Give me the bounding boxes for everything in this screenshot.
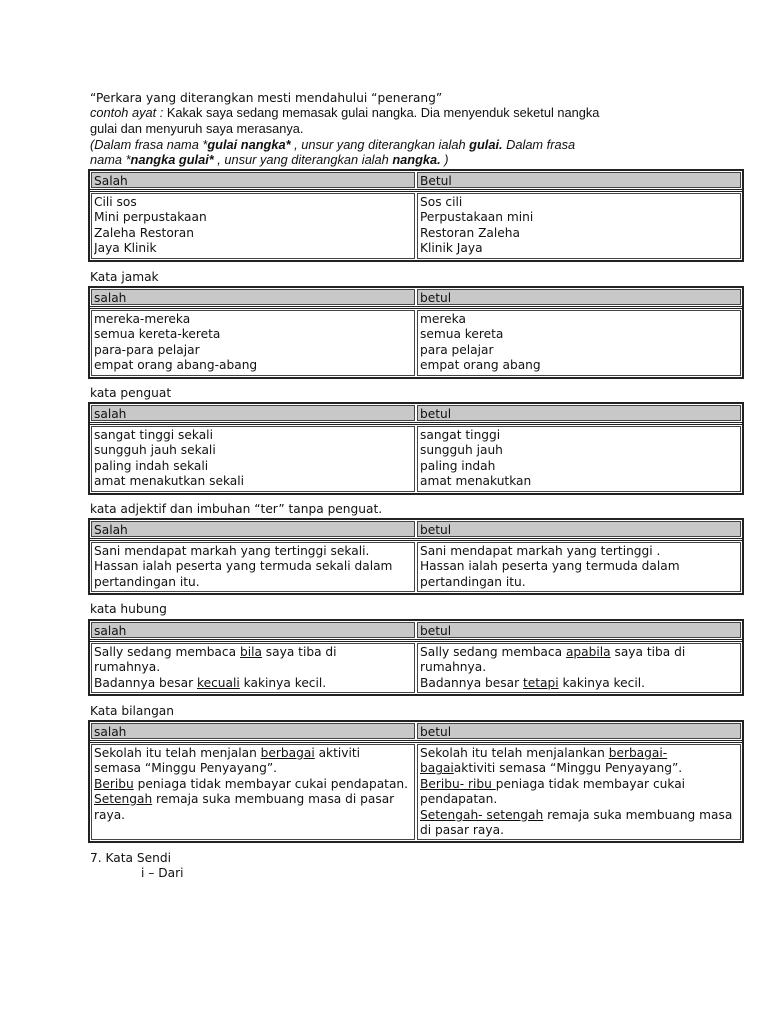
list-item: pertandingan itu. xyxy=(94,574,200,589)
list-item: rumahnya. xyxy=(420,660,487,675)
table-5-head-left: salah xyxy=(91,622,415,638)
list-item: Sekolah itu telah menjalankan berbagai- xyxy=(420,746,668,760)
list-item: Zaleha Restoran xyxy=(94,225,194,240)
list-item: sangat tinggi xyxy=(420,428,501,442)
note-line-2 xyxy=(90,152,449,168)
section-title-kata-penguat: kata penguat xyxy=(90,386,172,400)
note-2a: nama * xyxy=(90,152,131,167)
note-1e: Dalam frasa xyxy=(502,137,576,152)
note-1b: gulai nangka* xyxy=(207,137,291,152)
table-3-head-left: salah xyxy=(91,405,415,421)
list-item: sangat tinggi sekali xyxy=(94,428,213,442)
list-item: para-para pelajar xyxy=(94,342,200,357)
list-item: paling indah xyxy=(420,458,496,473)
note-line-1 xyxy=(90,137,575,153)
list-item: Beribu- ribu peniaga tidak membayar cukai xyxy=(420,776,686,791)
list-item: sungguh jauh sekali xyxy=(94,443,216,458)
list-item: amat menakutkan xyxy=(420,474,532,489)
table-5-left-cell xyxy=(91,643,415,693)
list-item: paling indah sekali xyxy=(94,458,209,473)
table-2-head-left: salah xyxy=(91,289,415,305)
table-1 xyxy=(88,169,744,262)
list-item: Hassan ialah peserta yang termuda sekali dalam xyxy=(94,559,393,574)
list-item: mereka xyxy=(420,312,466,326)
table-2-head-right: betul xyxy=(417,289,741,305)
table-5 xyxy=(88,619,744,696)
table-2 xyxy=(88,286,744,379)
table-3-left-cell xyxy=(91,426,415,492)
list-item: Setengah- setengah remaja suka membuang masa xyxy=(420,807,733,822)
table-2-right-cell xyxy=(417,310,741,376)
table-4-left-cell xyxy=(91,542,415,592)
list-item: raya. xyxy=(94,807,126,822)
list-item: Setengah remaja suka membuang masa di pasar xyxy=(94,792,395,807)
note-2d: nangka. xyxy=(392,152,441,167)
list-item: empat orang abang-abang xyxy=(94,358,258,373)
table-6-head-left: salah xyxy=(91,723,415,739)
table-3-head-right: betul xyxy=(417,405,741,421)
list-item: semua kereta xyxy=(420,327,504,342)
list-item: pertandingan itu. xyxy=(420,574,526,589)
list-item: di pasar raya. xyxy=(420,823,504,838)
section-title-kata-jamak: Kata jamak xyxy=(90,270,159,284)
example-line-1 xyxy=(90,105,599,121)
list-item: Restoran Zaleha xyxy=(420,225,520,240)
list-item: Sally sedang membaca apabila saya tiba di xyxy=(420,645,686,659)
note-2e: ) xyxy=(440,152,449,167)
list-item: Beribu peniaga tidak membayar cukai pendapatan. xyxy=(94,776,409,791)
section-title-kata-hubung: kata hubung xyxy=(90,602,167,616)
list-item: Sekolah itu telah menjalan berbagai aktiviti xyxy=(94,746,361,760)
note-2c: , unsur yang diterangkan ialah xyxy=(213,152,393,167)
note-1a: (Dalam frasa nama * xyxy=(90,137,208,152)
footer-sub: i – Dari xyxy=(141,866,184,880)
list-item: Cili sos xyxy=(94,195,137,209)
list-item: Klinik Jaya xyxy=(420,241,483,256)
table-1-head-right: Betul xyxy=(417,172,741,188)
table-1-right-cell xyxy=(417,193,741,259)
rule-text: “Perkara yang diterangkan mesti mendahului “penerang” xyxy=(90,91,443,105)
list-item: rumahnya. xyxy=(94,660,161,675)
table-6 xyxy=(88,720,744,843)
table-6-right-cell xyxy=(417,744,741,840)
note-1c: , unsur yang diterangkan ialah xyxy=(290,137,470,152)
list-item: Hassan ialah peserta yang termuda dalam xyxy=(420,559,680,574)
table-1-left-cell xyxy=(91,193,415,259)
table-2-left-cell xyxy=(91,310,415,376)
table-5-head-right: betul xyxy=(417,622,741,638)
table-6-left-cell xyxy=(91,744,415,840)
list-item: semua kereta-kereta xyxy=(94,327,221,342)
list-item: Sani mendapat markah yang tertinggi . xyxy=(420,544,661,558)
table-6-head-right: betul xyxy=(417,723,741,739)
list-item: Sani mendapat markah yang tertinggi sekali. xyxy=(94,544,370,558)
note-1d: gulai. xyxy=(469,137,503,152)
table-1-head-left: Salah xyxy=(91,172,415,188)
table-4-head-right: betul xyxy=(417,521,741,537)
table-4-head-left: Salah xyxy=(91,521,415,537)
table-4-right-cell xyxy=(417,542,741,592)
table-5-right-cell xyxy=(417,643,741,693)
list-item: pendapatan. xyxy=(420,792,498,807)
list-item: amat menakutkan sekali xyxy=(94,474,245,489)
note-2b: nangka gulai* xyxy=(130,152,214,167)
list-item: Sally sedang membaca bila saya tiba di xyxy=(94,645,337,659)
list-item: Perpustakaan mini xyxy=(420,210,534,225)
list-item: para pelajar xyxy=(420,342,494,357)
list-item: mereka-mereka xyxy=(94,312,191,326)
list-item: empat orang abang xyxy=(420,358,541,373)
example-text-1: Kakak saya sedang memasak gulai nangka. Dia menyenduk seketul nangka xyxy=(163,105,600,120)
table-3 xyxy=(88,402,744,495)
table-4 xyxy=(88,518,744,595)
list-item: Sos cili xyxy=(420,195,463,209)
list-item: semasa “Minggu Penyayang”. xyxy=(94,761,278,776)
example-line-2: gulai dan menyuruh saya merasanya. xyxy=(90,121,304,136)
example-label: contoh ayat : xyxy=(90,105,164,120)
list-item: bagaiaktiviti semasa “Minggu Penyayang”. xyxy=(420,761,683,776)
list-item: Jaya Klinik xyxy=(94,241,157,256)
table-3-right-cell xyxy=(417,426,741,492)
footer-heading: 7. Kata Sendi xyxy=(90,851,171,865)
list-item: Badannya besar tetapi kakinya kecil. xyxy=(420,675,646,690)
list-item: Mini perpustakaan xyxy=(94,210,207,225)
list-item: Badannya besar kecuali kakinya kecil. xyxy=(94,675,327,690)
section-title-kata-bilangan: Kata bilangan xyxy=(90,704,174,718)
list-item: sungguh jauh xyxy=(420,443,503,458)
section-title-kata-adjektif: kata adjektif dan imbuhan “ter” tanpa penguat. xyxy=(90,502,383,516)
